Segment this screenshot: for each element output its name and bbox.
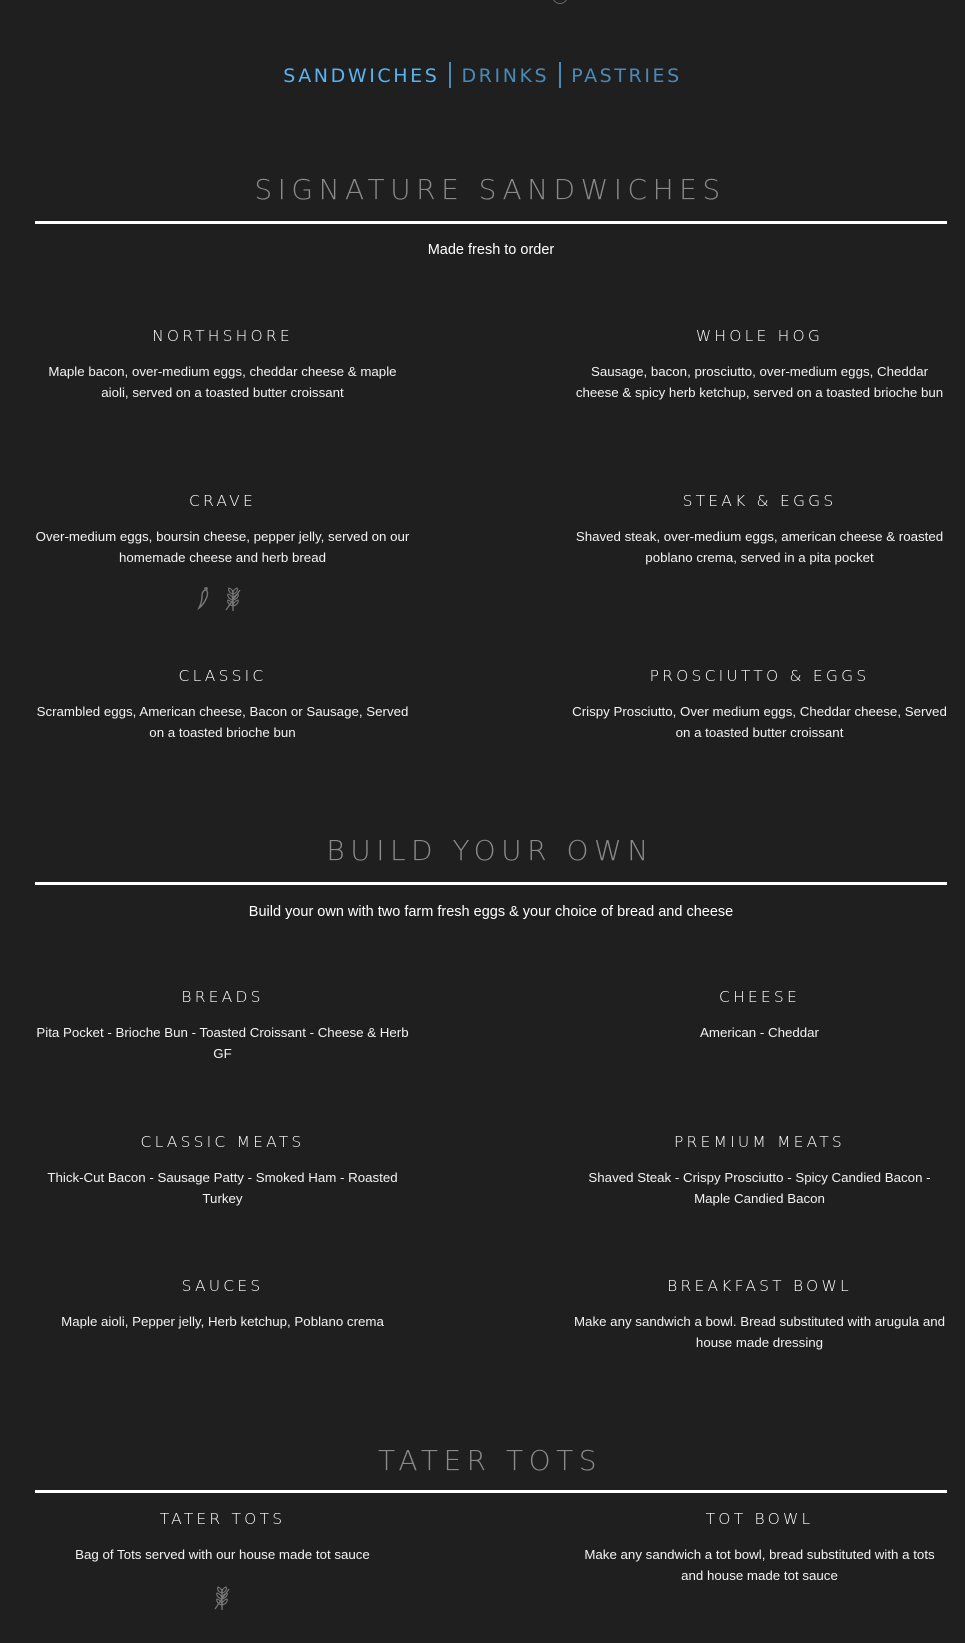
item-description: Make any sandwich a tot bowl, bread substituted with a tots and house made tot sauce — [584, 1547, 935, 1583]
item-name: WHOLE HOG — [695, 327, 824, 345]
item-name: CHEESE — [719, 988, 800, 1006]
item-description: Shaved Steak - Crispy Prosciutto - Spicy Candied Bacon - Maple Candied Bacon — [588, 1170, 931, 1206]
nav-drinks[interactable]: DRINKS — [461, 65, 550, 87]
item-name: NORTHSHORE — [152, 327, 293, 345]
menu-item-sauces — [35, 1277, 410, 1332]
item-description: Thick-Cut Bacon - Sausage Patty - Smoked Ham - Roasted Turkey — [47, 1170, 398, 1206]
menu-item-steak-eggs — [572, 492, 947, 568]
item-name: BREADS — [181, 988, 264, 1006]
tots-dietary-icons — [213, 1585, 231, 1611]
item-description: Sausage, bacon, prosciutto, over-medium eggs, Cheddar cheese & spicy herb ketchup, served on a toasted brioche bun — [575, 364, 944, 400]
menu-item-cheese — [572, 988, 947, 1043]
nav-divider — [559, 62, 561, 88]
item-description: Make any sandwich a bowl. Bread substituted with arugula and house made dressing — [573, 1314, 946, 1350]
wheat-icon — [213, 1585, 231, 1611]
menu-item-prosciutto-eggs — [572, 667, 947, 743]
menu-item-breads — [35, 988, 410, 1064]
item-description: Bag of Tots served with our house made tot sauce — [75, 1547, 370, 1562]
item-description: Pita Pocket - Brioche Bun - Toasted Croissant - Cheese & Herb GF — [36, 1025, 409, 1061]
item-name: CRAVE — [189, 492, 256, 510]
item-name: CLASSIC MEATS — [140, 1133, 305, 1151]
section-subtitle-signature: Made fresh to order — [427, 242, 555, 258]
section-divider — [35, 221, 947, 224]
menu-item-tater-tots — [35, 1510, 410, 1565]
item-description: American - Cheddar — [700, 1025, 819, 1040]
section-subtitle-build: Build your own with two farm fresh eggs & your choice of bread and cheese — [248, 904, 734, 920]
menu-item-northshore — [35, 327, 410, 403]
menu-item-classic-meats — [35, 1133, 410, 1209]
section-divider — [35, 882, 947, 885]
nav-pastries[interactable]: PASTRIES — [571, 65, 682, 87]
section-title-signature: SIGNATURE SANDWICHES — [254, 173, 726, 206]
item-description: Maple aioli, Pepper jelly, Herb ketchup, Poblano crema — [61, 1314, 384, 1329]
item-name: CLASSIC — [178, 667, 267, 685]
item-name: TATER TOTS — [159, 1510, 286, 1528]
item-description: Scrambled eggs, American cheese, Bacon or Sausage, Served on a toasted brioche bun — [36, 704, 409, 740]
section-title-build: BUILD YOUR OWN — [326, 834, 654, 867]
item-name: SAUCES — [181, 1277, 264, 1295]
menu-item-crave — [35, 492, 410, 568]
menu-item-tot-bowl — [572, 1510, 947, 1586]
section-title-tots: TATER TOTS — [377, 1444, 603, 1477]
wheat-icon — [224, 586, 242, 612]
item-description: Shaved steak, over-medium eggs, american cheese & roasted poblano crema, served in a pita pocket — [575, 529, 944, 565]
menu-item-classic — [35, 667, 410, 743]
menu-item-premium-meats — [572, 1133, 947, 1209]
item-name: PROSCIUTTO & EGGS — [649, 667, 870, 685]
item-name: PREMIUM MEATS — [674, 1133, 845, 1151]
pepper-icon — [196, 586, 212, 610]
item-name: BREAKFAST BOWL — [667, 1277, 852, 1295]
section-divider — [35, 1490, 947, 1493]
scroll-indicator-icon — [552, 0, 568, 4]
menu-nav — [0, 62, 965, 88]
item-description: Over-medium eggs, boursin cheese, pepper jelly, served on our homemade cheese and herb bread — [35, 529, 410, 565]
menu-item-whole-hog — [572, 327, 947, 403]
menu-item-breakfast-bowl — [572, 1277, 947, 1353]
nav-divider — [449, 62, 451, 88]
item-description: Crispy Prosciutto, Over medium eggs, Cheddar cheese, Served on a toasted butter croissant — [572, 704, 947, 740]
crave-dietary-icons — [196, 586, 242, 612]
nav-sandwiches[interactable]: SANDWICHES — [283, 65, 440, 87]
item-description: Maple bacon, over-medium eggs, cheddar cheese & maple aioli, served on a toasted butter croissant — [48, 364, 397, 400]
item-name: STEAK & EGGS — [682, 492, 837, 510]
item-name: TOT BOWL — [705, 1510, 814, 1528]
